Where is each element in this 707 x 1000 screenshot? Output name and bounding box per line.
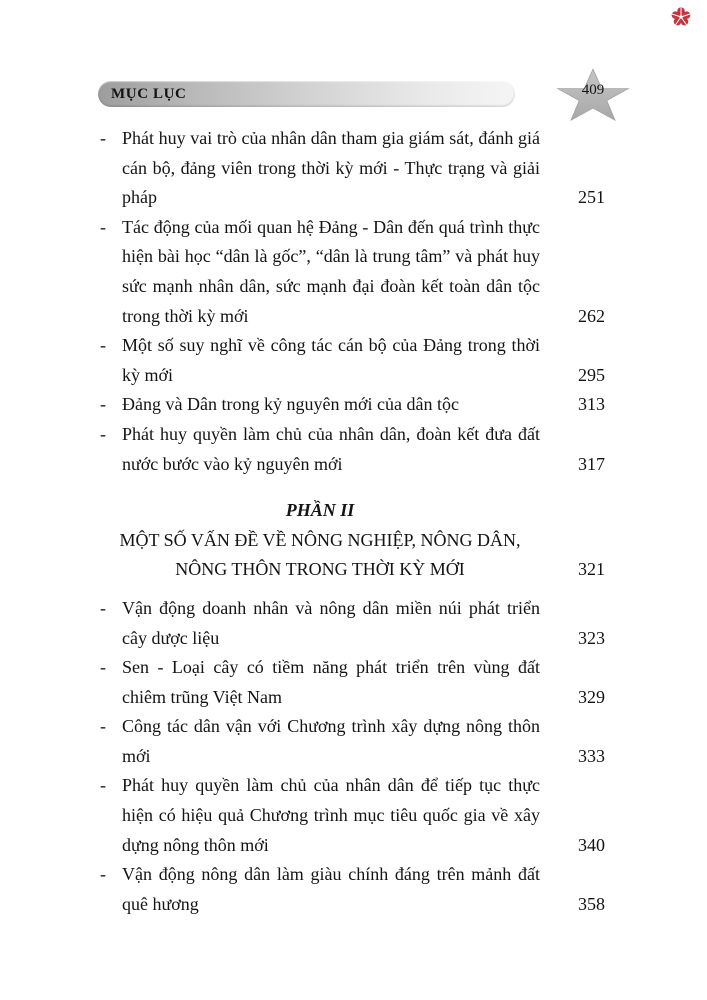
entry-title: Đảng và Dân trong kỷ nguyên mới của dân tộc [122,394,459,415]
toc-entry [100,653,605,712]
entry-dash: - [100,216,106,237]
toc-entry [100,331,605,390]
entry-page-number: 313 [578,394,605,415]
entry-title: Một số suy nghĩ về công tác cán bộ của Đảng trong thời kỳ mới [122,335,540,385]
entry-title: Phát huy quyền làm chủ của nhân dân để tiếp tục thực hiện có hiệu quả Chương trình mục tiêu quốc gia về xây dựng nông thôn mới [122,775,540,855]
entry-page-number: 323 [578,627,605,648]
entry-title: Công tác dân vận với Chương trình xây dựng nông thôn mới [122,716,540,766]
section-title-line2: NÔNG THÔN TRONG THỜI KỲ MỚI [175,559,465,580]
entry-dash: - [100,597,106,618]
entry-title: Tác động của mối quan hệ Đảng - Dân đến quá trình thực hiện bài học “dân là gốc”, “dân là trung tâm” và phát huy sức mạnh nhân dân, sức mạnh đại đoàn kết toàn dân tộc trong thời kỳ mới [122,216,540,326]
entry-dash: - [100,657,106,678]
toc-entry [100,124,605,213]
entry-title: Phát huy vai trò của nhân dân tham gia giám sát, đánh giá cán bộ, đảng viên trong thời kỳ mới - Thực trạng và giải pháp [122,128,540,208]
toc-entry [100,771,605,860]
header-bar [98,81,515,107]
toc-entry [100,712,605,771]
toc-entry [100,860,605,919]
entry-title: Vận động nông dân làm giàu chính đáng trên mảnh đất quê hương [122,864,540,914]
toc-list [100,124,605,919]
section-header-part2 [100,496,605,585]
entry-title: Vận động doanh nhân và nông dân miền núi phát triển cây dược liệu [122,597,540,648]
entry-dash: - [100,775,106,796]
page-number: 409 [581,82,605,98]
entry-page-number: 262 [578,305,605,326]
toc-part1-entries [100,124,605,479]
page-number-star [556,68,630,122]
entry-dash: - [100,423,106,444]
flower-icon [670,6,692,28]
entry-title: Phát huy quyền làm chủ của nhân dân, đoàn kết đưa đất nước bước vào kỷ nguyên mới [122,423,540,474]
toc-entry [100,594,605,653]
header-title: MỤC LỤC [111,86,187,102]
toc-entry [100,390,605,420]
entry-dash: - [100,394,106,415]
entry-page-number: 251 [578,187,605,208]
entry-dash: - [100,716,106,737]
section-title-line1: MỘT SỐ VẤN ĐỀ VỀ NÔNG NGHIỆP, NÔNG DÂN, [119,529,521,550]
entry-page-number: 295 [578,364,605,385]
part-label: PHẦN II [285,500,355,521]
entry-dash: - [100,128,106,148]
entry-page-number: 358 [578,893,605,914]
entry-title: Sen - Loại cây có tiềm năng phát triển trên vùng đất chiêm trũng Việt Nam [122,657,540,707]
toc-part2-entries [100,594,605,920]
entry-dash: - [100,864,106,885]
entry-page-number: 329 [578,686,605,707]
section-header-inner [100,496,540,585]
entry-page-number: 333 [578,745,605,766]
toc-entry [100,213,605,331]
toc-entry [100,420,605,479]
entry-dash: - [100,335,106,356]
section-page-number: 321 [578,559,605,580]
entry-page-number: 317 [578,453,605,474]
entry-page-number: 340 [578,834,605,855]
